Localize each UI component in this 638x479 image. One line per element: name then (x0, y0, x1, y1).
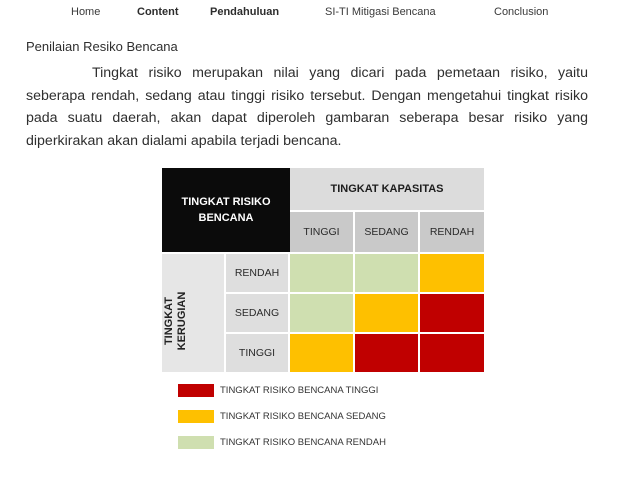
corner-label-text: TINGKAT RISIKO BENCANA (181, 196, 271, 224)
capacity-level-tinggi: TINGGI (290, 212, 353, 252)
body-paragraph (26, 62, 588, 152)
legend-label-medium: TINGKAT RISIKO BENCANA SEDANG (220, 411, 386, 422)
legend-swatch-low (178, 436, 214, 449)
loss-label: TINGKAT KERUGIAN (163, 291, 188, 351)
nav-content[interactable]: Content (137, 6, 179, 18)
capacity-level-sedang: SEDANG (355, 212, 418, 252)
risk-cell-rendah-sedang (355, 254, 418, 292)
loss-level-tinggi: TINGGI (226, 334, 288, 372)
capacity-level-rendah: RENDAH (420, 212, 484, 252)
legend-swatch-high (178, 384, 214, 397)
risk-cell-tinggi-rendah (420, 334, 484, 372)
paragraph-text: Tingkat risiko merupakan nilai yang dicari pada pemetaan risiko, yaitu seberapa rendah, sedang atau tinggi risiko tersebut. Dengan mengetahui tingkat risiko pada suatu daerah, akan dapat diperoleh gambaran seberapa besar risiko yang diperkirakan akan dialami apabila terjadi bencana. (26, 65, 588, 149)
legend-swatch-medium (178, 410, 214, 423)
nav-conclusion[interactable]: Conclusion (494, 6, 549, 18)
top-navigation (0, 0, 638, 26)
capacity-header: TINGKAT KAPASITAS (290, 168, 484, 210)
section-title: Penilaian Resiko Bencana (26, 39, 178, 54)
risk-cell-tinggi-tinggi (290, 334, 353, 372)
loss-level-rendah: RENDAH (226, 254, 288, 292)
risk-cell-sedang-rendah (420, 294, 484, 332)
risk-cell-sedang-tinggi (290, 294, 353, 332)
risk-matrix (162, 168, 484, 460)
matrix-corner-label (162, 168, 290, 252)
nav-pendahuluan[interactable]: Pendahuluan (210, 6, 280, 18)
loss-side-panel (162, 254, 224, 372)
risk-cell-sedang-sedang (355, 294, 418, 332)
nav-home[interactable]: Home (71, 6, 101, 18)
legend-label-high: TINGKAT RISIKO BENCANA TINGGI (220, 385, 379, 396)
risk-cell-tinggi-sedang (355, 334, 418, 372)
loss-level-sedang: SEDANG (226, 294, 288, 332)
risk-cell-rendah-tinggi (290, 254, 353, 292)
nav-si-ti-mitigasi-bencana[interactable]: SI-TI Mitigasi Bencana (325, 6, 436, 18)
risk-cell-rendah-rendah (420, 254, 484, 292)
legend-label-low: TINGKAT RISIKO BENCANA RENDAH (220, 437, 386, 448)
